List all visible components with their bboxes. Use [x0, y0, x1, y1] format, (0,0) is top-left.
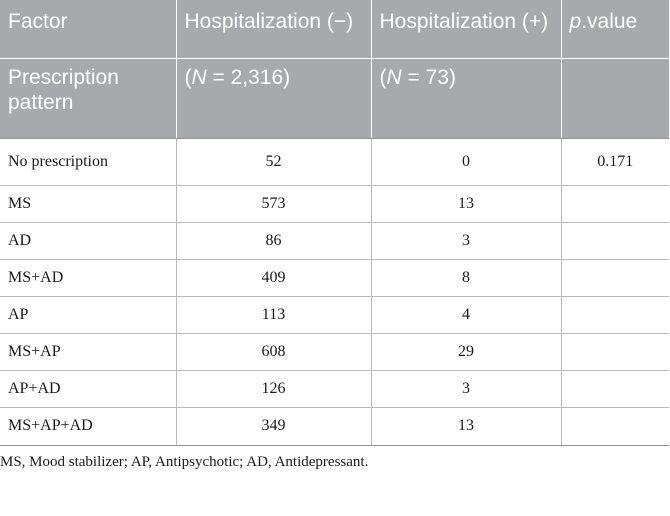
table-footnote: MS, Mood stabilizer; AP, Antipsychotic; AD, Antidepressant.: [0, 453, 369, 470]
header-pvalue: [561, 0, 669, 58]
cell-hosp-positive: 29: [371, 333, 561, 370]
cell-hosp-negative: 126: [176, 370, 371, 407]
cell-hosp-negative: 573: [176, 185, 371, 222]
cell-pvalue: [561, 370, 669, 407]
cell-hosp-negative: 113: [176, 296, 371, 333]
cell-hosp-positive: 8: [371, 259, 561, 296]
cell-hosp-negative: 349: [176, 407, 371, 445]
header-prescription-pattern: Prescription pattern: [0, 58, 176, 138]
cell-factor: AD: [0, 222, 176, 259]
cell-hosp-positive: 4: [371, 296, 561, 333]
cell-hosp-negative: 52: [176, 138, 371, 185]
header-row-1: [0, 0, 669, 58]
n-positive-open: (: [379, 65, 387, 89]
cell-pvalue: [561, 259, 669, 296]
table-row: [0, 259, 669, 296]
cell-pvalue: 0.171: [561, 138, 669, 185]
header-hospitalization-negative: Hospitalization (−): [176, 0, 371, 58]
table-row: [0, 333, 669, 370]
cell-hosp-positive: 3: [371, 222, 561, 259]
header-pvalue-p: p: [569, 10, 582, 33]
cell-hosp-positive: 3: [371, 370, 561, 407]
header-row-2: [0, 58, 669, 138]
header-factor: Factor: [0, 0, 176, 58]
cell-factor: MS: [0, 185, 176, 222]
n-positive-value: = 73): [401, 65, 456, 89]
cell-factor: AP+AD: [0, 370, 176, 407]
table-body: [0, 138, 669, 445]
n-negative-open: (: [184, 65, 192, 89]
table-row: [0, 222, 669, 259]
table-header: [0, 0, 669, 138]
cell-factor: No prescription: [0, 138, 176, 185]
table-row: [0, 370, 669, 407]
n-negative-value: = 2,316): [206, 65, 291, 89]
cell-hosp-positive: 13: [371, 185, 561, 222]
cell-factor: AP: [0, 296, 176, 333]
table-row: [0, 296, 669, 333]
cell-factor: MS+AP+AD: [0, 407, 176, 445]
cell-pvalue: [561, 333, 669, 370]
n-positive-var: N: [386, 65, 402, 89]
header-empty-cell: [561, 58, 669, 138]
cell-pvalue: [561, 407, 669, 445]
header-n-negative: [176, 58, 371, 138]
n-negative-var: N: [191, 65, 207, 89]
cell-hosp-negative: 86: [176, 222, 371, 259]
cell-pvalue: [561, 222, 669, 259]
header-hospitalization-positive: Hospitalization (+): [371, 0, 561, 58]
table-row: [0, 138, 669, 185]
cell-hosp-positive: 0: [371, 138, 561, 185]
header-pvalue-rest: .value: [581, 10, 638, 33]
table-row: [0, 185, 669, 222]
header-n-positive: [371, 58, 561, 138]
cell-factor: MS+AP: [0, 333, 176, 370]
cell-hosp-negative: 608: [176, 333, 371, 370]
cell-hosp-negative: 409: [176, 259, 371, 296]
table-row: [0, 407, 669, 445]
cell-pvalue: [561, 296, 669, 333]
cell-factor: MS+AD: [0, 259, 176, 296]
cell-pvalue: [561, 185, 669, 222]
cell-hosp-positive: 13: [371, 407, 561, 445]
